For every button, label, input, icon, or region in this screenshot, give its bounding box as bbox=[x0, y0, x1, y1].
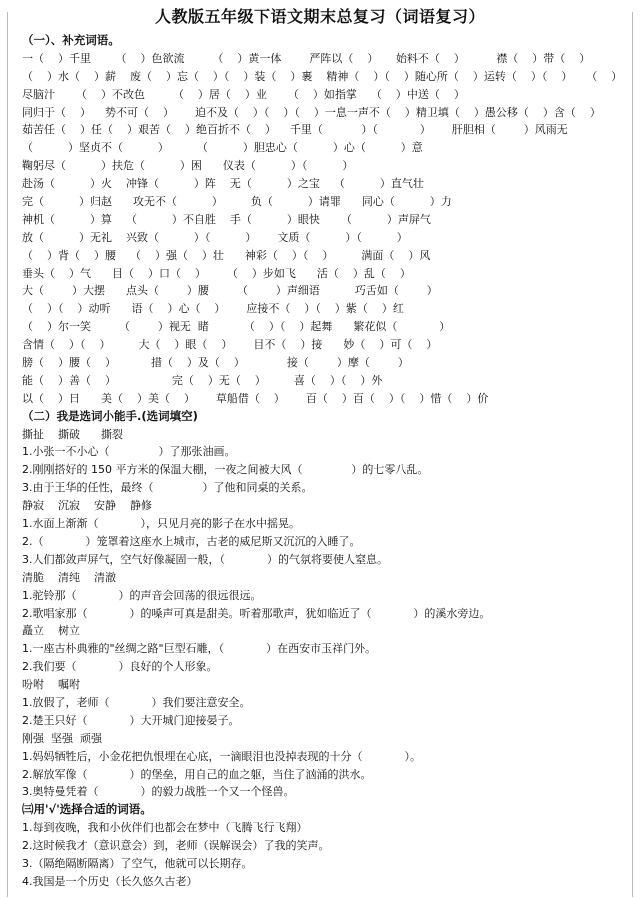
worksheet-line: 4.我国是一个历史（长久悠久古老） bbox=[22, 874, 198, 888]
section-heading: （二）我是选词小能手.(选词填空) bbox=[22, 408, 198, 423]
worksheet-line: 静寂 沉寂 安静 静修 bbox=[22, 499, 152, 513]
worksheet-line: 吩咐 嘱咐 bbox=[22, 678, 80, 692]
worksheet-line: 赴汤（ ）火 冲锋（ ）阵 无（ ）之宝 （ ）直气壮 bbox=[22, 177, 424, 191]
worksheet-line: 2.歌唱家那（ ）的嗓声可真是甜美。听着那歌声，犹如临近了（ ）的溪水旁边。 bbox=[22, 606, 491, 620]
worksheet-line: 2.解放军像（ ）的堡垒，用自己的血之躯，当住了汹涌的洪水。 bbox=[22, 767, 372, 781]
worksheet-line: 同归于（ ） 势不可（ ） 迫不及（ ）（ ）（ ）一息一声不（ ）精卫填（ ）愚公移（ ）含（ ） bbox=[22, 105, 601, 119]
worksheet-line: 鞠躬尽（ ）扶危（ ）困 仪表（ ）（ ） bbox=[22, 159, 354, 173]
worksheet-line: 2.这时候我才（意识意会）到，老师（误解误会）了我的笑声。 bbox=[22, 839, 330, 853]
worksheet-line: 大（ ）大摆 点头（ ）腰 （ ）声细语 巧舌如（ ） bbox=[22, 284, 438, 298]
document-title: 人教版五年级下语文期末总复习（词语复习） bbox=[154, 7, 485, 26]
section-heading: （一）、补充词语。 bbox=[22, 33, 120, 47]
worksheet-line: （ ）水（ ）薪 废（ ）忘（ ）（ ）装（ ）裹 精神（ ）（ ）随心所（ ）运转（ ）（ ） （ ） bbox=[22, 69, 623, 83]
page-left-edge bbox=[7, 12, 8, 897]
worksheet-line: 1.一座古朴典雅的"丝绸之路"巨型石雕，（ ）在西安市玉祥门外。 bbox=[22, 642, 377, 656]
worksheet-line: 1.水面上渐渐（ ），只见月亮的影子在水中摇晃。 bbox=[22, 517, 300, 531]
section-heading: ㈢用'√'选择合适的词语。 bbox=[22, 802, 152, 817]
worksheet-line: 尽脑汁 （ ）不改色 （ ）居（ ）业 （ ）如指掌 （ ）中送（ ） bbox=[22, 87, 465, 101]
worksheet-line: 含情（ ）（ ） 大（ ）眼（ ） 目不（ ）接 妙（ ）可（ ） bbox=[22, 338, 438, 352]
worksheet-line: 3.由于王华的任性，最终（ ）了他和同桌的关系。 bbox=[22, 481, 313, 495]
worksheet-line: 刚强 坚强 顽强 bbox=[22, 731, 102, 745]
worksheet-line: 1.妈妈牺牲后，小金花把仇恨埋在心底，一滴眼泪也没掉表现的十分（ ）。 bbox=[22, 749, 421, 763]
worksheet-line: 2.我们要（ ）良好的个人形象。 bbox=[22, 660, 218, 674]
worksheet-line: 放（ ）无礼 兴致（ ）（ ） 文质（ ）（ ） bbox=[22, 230, 408, 244]
worksheet-line: 2.（ ）笼罩着这座水上城市，古老的威尼斯又沉沉的入睡了。 bbox=[22, 534, 361, 548]
worksheet-line: 3.（隔绝隔断隔离）了空气，他就可以长期存。 bbox=[22, 856, 253, 870]
worksheet-body bbox=[22, 32, 628, 891]
worksheet-line: 清脆 清纯 清澈 bbox=[22, 570, 116, 584]
worksheet-line: 能（ ）善（ ） 完（ ）无（ ） 喜（ ）（ ）外 bbox=[22, 373, 383, 387]
worksheet-line: 1.驼铃那（ ）的声音会回荡的很远很远。 bbox=[22, 588, 262, 602]
worksheet-line: 膀（ ）腰（ ） 措（ ）及（ ） 接（ ）摩（ ） bbox=[22, 356, 409, 370]
worksheet-line: 1.放假了，老师（ ）我们要注意安全。 bbox=[22, 695, 251, 709]
worksheet-line: （ ）坚贞不（ ） （ ）胆忠心（ ）心（ ）意 bbox=[22, 141, 423, 155]
worksheet-line: 完（ ）归赵 攻无不（ ） 负（ ）请罪 同心（ ）力 bbox=[22, 195, 452, 209]
worksheet-line: 撕扯 撕破 撕裂 bbox=[22, 427, 123, 441]
worksheet-line: 以（ ）日 美（ ）美（ ） 草船借（ ） 百（ ）百（ ）（ ）惜（ ）价 bbox=[22, 391, 489, 405]
worksheet-line: 1.每到夜晚，我和小伙伴们也都会在梦中（飞腾飞行飞翔） bbox=[22, 821, 308, 835]
worksheet-line: 2.刚刚搭好的 150 平方米的保温大棚，一夜之间被大风（ ）的七零八乱。 bbox=[22, 463, 429, 477]
worksheet-line: 2.楚王只好（ ）大开城门迎接晏子。 bbox=[22, 713, 240, 727]
worksheet-line: 1.小张一不小心（ ）了那张油画。 bbox=[22, 445, 236, 459]
page-right-edge bbox=[632, 12, 633, 897]
worksheet-line: （ ）尔一笑 （ ）视无 睹 （ ）（ ）起舞 繁花似（ ） bbox=[22, 320, 451, 334]
worksheet-line: 垂头（ ）气 目（ ）口（ ） （ ）步如飞 活（ ）乱（ ） bbox=[22, 266, 411, 280]
worksheet-line: 3.奥特曼凭着（ ）的毅力战胜一个又一个怪兽。 bbox=[22, 785, 295, 799]
worksheet-line: 3.人们都敛声屏气，空气好像凝固一般，（ ）的气氛将要使人窒息。 bbox=[22, 552, 388, 566]
worksheet-line: 神机（ ）算 （ ）不自胜 手（ ）眼快 （ ）声屏气 bbox=[22, 212, 431, 226]
worksheet-line: 矗立 树立 bbox=[22, 624, 80, 638]
worksheet-line: （ ）背（ ）腰 （ ）强（ ）壮 神彩（ ）（ ） 满面（ ）风 bbox=[22, 248, 431, 262]
worksheet-line: 一（ ）千里 （ ）色欲流 （ ）黄一体 严阵以（ ） 始料不（ ） 襟（ ）带（ ） bbox=[22, 51, 591, 65]
worksheet-line: 茹苦任（ ）任（ ）艰苦（ ）绝百折不（ ） 千里（ ）（ ） 肝胆相（ ）风雨无 bbox=[22, 123, 568, 137]
worksheet-line: （ ）（ ）动听 语（ ）心（ ） 应接不（ ）（ ）紫（ ）红 bbox=[22, 302, 404, 316]
